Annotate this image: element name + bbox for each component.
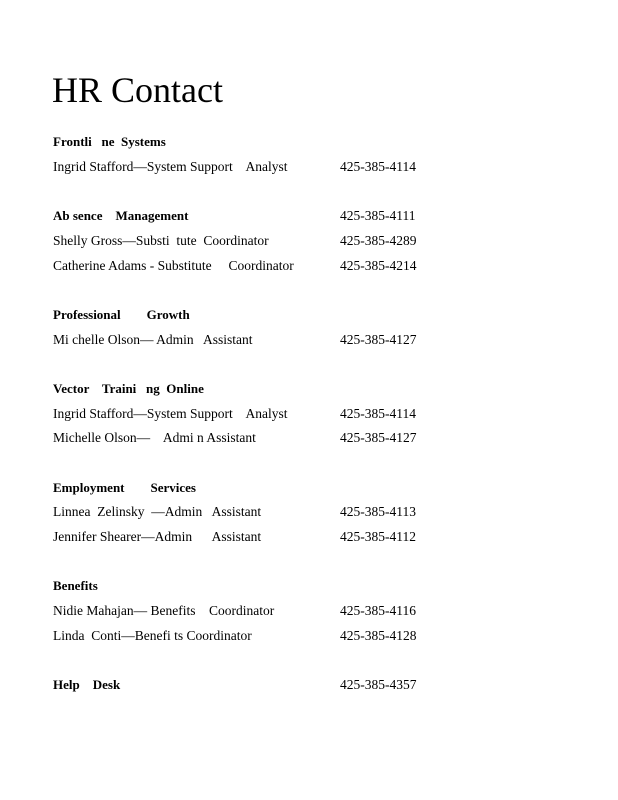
contact-phone: 425-385-4116 [340,603,416,618]
contact-name: Linda Conti—Benefi ts Coordinator [53,628,252,643]
section-heading-label: Help Desk [53,677,121,692]
contact-name: Linnea Zelinsky —Admin Assistant [53,504,262,519]
contact-phone: 425-385-4114 [340,159,416,174]
contact-row [53,404,473,424]
contact-name: Shelly Gross—Substi tute Coordinator [53,233,269,248]
contact-phone: 425-385-4127 [340,332,417,347]
section-heading-benefits [53,576,473,596]
section-heading-label: Frontli ne Systems [53,134,166,149]
contact-name: Catherine Adams - Substitute Coordinator [53,258,294,273]
section-heading-absence-management [53,206,473,226]
contact-phone: 425-385-4113 [340,504,416,519]
contact-row [53,256,473,276]
contact-row [53,157,473,177]
contact-row [53,502,473,522]
section-heading-label: Ab sence Management [53,208,189,223]
contact-phone: 425-385-4127 [340,430,417,445]
contact-row [53,231,473,251]
contact-name: Nidie Mahajan— Benefits Coordinator [53,603,275,618]
contact-phone: 425-385-4114 [340,406,416,421]
contact-phone: 425-385-4112 [340,529,416,544]
contact-name: Michelle Olson— Admi n Assistant [53,430,256,445]
contact-row [53,428,473,448]
section-heading-label: Benefits [53,578,98,593]
section-heading-label: Employment Services [53,480,196,495]
contact-name: Mi chelle Olson— Admin Assistant [53,332,253,347]
section-heading-label: Vector Traini ng Online [53,381,204,396]
contact-row [53,330,473,350]
section-heading-help-desk [53,675,473,695]
page-title: HR Contact [52,70,223,110]
contact-name: Jennifer Shearer—Admin Assistant [53,529,262,544]
contact-phone: 425-385-4214 [340,258,417,273]
contact-phone: 425-385-4128 [340,628,417,643]
section-heading-phone: 425-385-4111 [340,208,416,223]
section-heading-label: Professional Growth [53,307,190,322]
contact-name: Ingrid Stafford—System Support Analyst [53,159,288,174]
contact-name: Ingrid Stafford—System Support Analyst [53,406,288,421]
section-heading-frontline-systems [53,132,473,152]
section-heading-phone: 425-385-4357 [340,677,417,692]
section-heading-professional-growth [53,305,473,325]
contact-row [53,527,473,547]
contact-phone: 425-385-4289 [340,233,417,248]
contact-row [53,626,473,646]
section-heading-employment-services [53,478,473,498]
contact-row [53,601,473,621]
section-heading-vector-training-online [53,379,473,399]
